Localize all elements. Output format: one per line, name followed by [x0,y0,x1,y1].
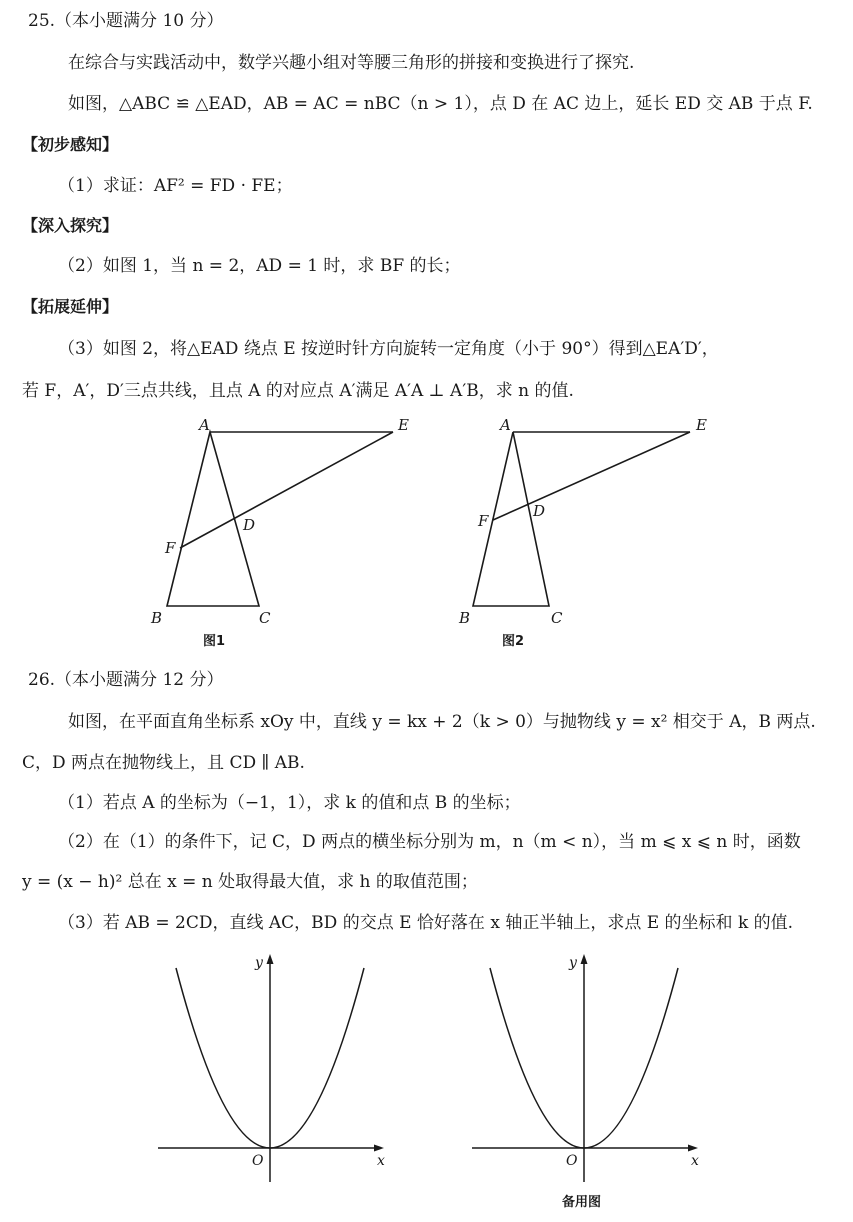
fig1-label-a: A [199,416,210,434]
q25-part2: （2）如图 1，当 n = 2，AD = 1 时，求 BF 的长； [58,256,461,276]
q25-given: 如图，△ABC ≌ △EAD，AB = AC = nBC（n > 1），点 D 在 AC 边上，延长 ED 交 AB 于点 F. [68,94,813,114]
graph1-label-o: O [252,1153,264,1169]
figure-1 [167,432,393,606]
fig1-label-d: D [243,516,256,534]
q26-line2: C，D 两点在抛物线上，且 CD ∥ AB. [22,753,305,773]
graph1-x-arrow [374,1145,384,1152]
fig2-label-a: A [500,416,511,434]
graph1-label-x: x [377,1153,385,1169]
fig1-caption: 图1 [203,634,226,649]
q25-intro: 在综合与实践活动中，数学兴趣小组对等腰三角形的拼接和变换进行了探究. [68,53,635,73]
q26-part2-line2: y = (x − h)² 总在 x = n 处取得最大值，求 h 的取值范围； [22,872,478,892]
graph2-label-y: y [569,955,577,971]
fig1-label-f: F [165,539,176,557]
fig2-label-e: E [696,416,707,434]
q26-part2-line1: （2）在（1）的条件下，记 C，D 两点的横坐标分别为 m，n（m < n），当 m ⩽ x ⩽ n 时，函数 [58,832,801,852]
graph1-y-arrow [267,954,274,964]
fig2-label-f: F [478,512,489,530]
q26-title: 26.（本小题满分 12 分） [28,670,224,690]
graph2-label-x: x [691,1153,699,1169]
graph1-label-y: y [255,955,263,971]
fig1-label-e: E [398,416,409,434]
q26-line1: 如图，在平面直角坐标系 xOy 中，直线 y = kx + 2（k > 0）与抛物线 y = x² 相交于 A，B 两点. [68,712,816,732]
q25-title: 25.（本小题满分 10 分） [28,11,224,31]
q25-part3-line2: 若 F，A′，D′三点共线，且点 A 的对应点 A′满足 A′A ⊥ A′B，求 n 的值. [22,381,574,401]
graph2-label-o: O [566,1153,578,1169]
fig1-label-b: B [151,609,163,627]
graph2-y-arrow [581,954,588,964]
q25-part1: （1）求证：AF² = FD · FE； [58,176,293,196]
q26-part3: （3）若 AB = 2CD，直线 AC，BD 的交点 E 恰好落在 x 轴正半轴上，求点 E 的坐标和 k 的值. [58,913,794,933]
graph2-caption: 备用图 [562,1195,602,1210]
graph-1 [158,954,384,1182]
fig2-label-d: D [533,502,546,520]
section-initial-perception: 【初步感知】 [22,135,119,154]
graph-2 [472,954,698,1182]
section-deep-inquiry: 【深入探究】 [22,216,119,235]
fig2-label-b: B [459,609,471,627]
fig1-label-c: C [259,609,271,627]
q26-part1: （1）若点 A 的坐标为（−1，1），求 k 的值和点 B 的坐标； [58,793,521,813]
segment-ef-fig1 [180,432,393,548]
fig2-caption: 图2 [502,634,525,649]
section-extension: 【拓展延伸】 [22,297,119,316]
q25-part3-line1: （3）如图 2，将△EAD 绕点 E 按逆时针方向旋转一定角度（小于 90°）得到△EA′D′， [58,339,719,359]
graph2-x-arrow [688,1145,698,1152]
fig2-label-c: C [551,609,563,627]
figure-2 [473,432,690,606]
